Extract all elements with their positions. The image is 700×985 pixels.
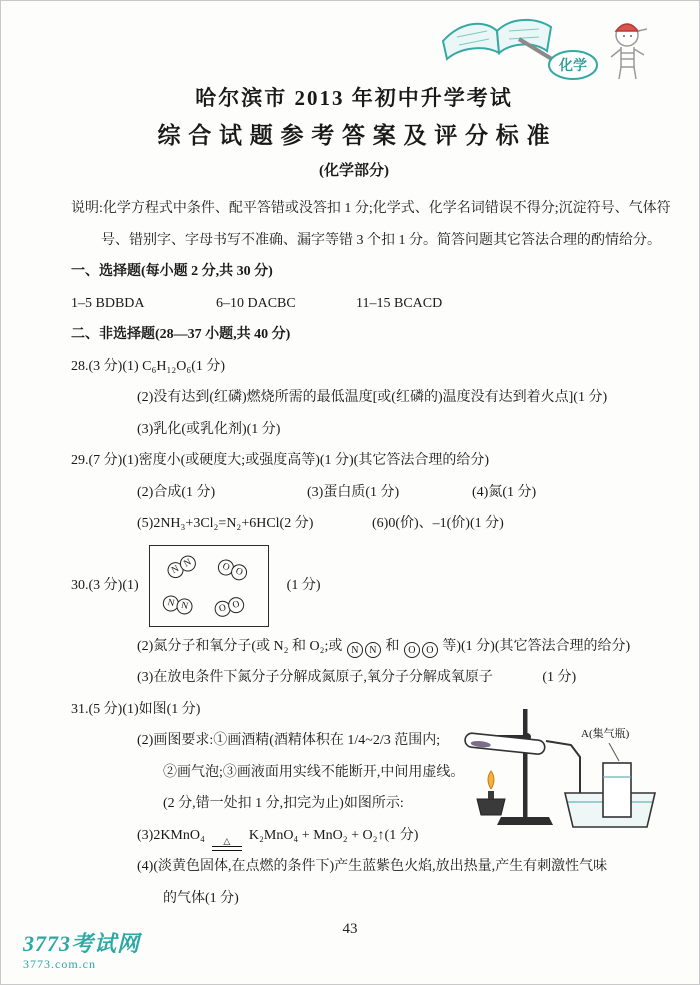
- q29-line1: 29.(7 分)(1)密度小(或硬度大;或强度高等)(1 分)(其它答法合理的给分): [71, 453, 490, 468]
- q29-answer2: (2)合成(1 分): [137, 484, 216, 500]
- gas-bottle-label: A(集气瓶): [581, 728, 630, 740]
- title-line2: 综 合 试 题 参 考 答 案 及 评 分 标 准: [157, 123, 551, 148]
- watermark-site-url: 3773.com.cn: [23, 957, 96, 971]
- q30-line2: [71, 631, 637, 663]
- q31-line1: 31.(5 分)(1)如图(1 分): [71, 701, 201, 717]
- chemistry-badge-label: 化学: [559, 59, 587, 74]
- q30-answer1: [71, 545, 637, 627]
- q30-line3: [71, 662, 637, 694]
- notes-line2: 号、错别字、字母书写不准确、漏字等错 3 个扣 1 分。简答问题其它答法合理的酌情给分。: [101, 232, 661, 248]
- q30-box-score: (1 分): [286, 577, 321, 593]
- q29-answer5: (5)2NH₃+3Cl₂=N₂+6HCl(2 分): [137, 516, 314, 531]
- heated-equals-icon: [212, 837, 242, 851]
- book-icon: [443, 20, 551, 59]
- notes-block: [71, 193, 671, 256]
- alcohol-lamp-icon: [477, 771, 505, 815]
- q31-line2: (2)画图要求:①画酒精(酒精体积在 1/4~2/3 范围内;: [137, 733, 441, 748]
- chemistry-badge: [549, 51, 597, 79]
- student-icon: [611, 24, 647, 79]
- q29-answer6: (6)0(价)、–1(价)(1 分): [372, 516, 504, 531]
- o2-molecule: [215, 554, 250, 582]
- test-tube-icon: [464, 733, 545, 755]
- q30-line3-score: (1 分): [542, 670, 577, 685]
- watermark-site-name: 3773考试网: [23, 931, 141, 956]
- q30-line2-pre: (2)氮分子和氧分子(或 N₂ 和 O₂;或: [137, 638, 343, 654]
- delivery-tube-icon: [546, 741, 580, 797]
- q31-equation-left: (3)2KMnO₄: [137, 827, 205, 843]
- q28-line1: 28.(3 分)(1) C₆H₁₂O₆(1 分): [71, 358, 226, 374]
- q31-line7: 的气体(1 分): [163, 890, 239, 906]
- q31-line6: (4)(淡黄色固体,在点燃的条件下)产生蓝紫色火焰,放出热量,产生有刺激性气味: [137, 859, 608, 874]
- section1-heading: 一、选择题(每小题 2 分,共 30 分): [71, 264, 273, 279]
- q29-answer4: (4)氮(1 分): [472, 484, 537, 500]
- watermark-3773: [23, 931, 140, 972]
- n-atom: N: [177, 552, 199, 574]
- n2-molecule: [161, 591, 194, 616]
- label-pointer-line: [609, 743, 619, 761]
- q28-line3: (3)乳化(或乳化剂)(1 分): [137, 421, 281, 437]
- o2-molecule: [212, 592, 246, 618]
- choice-answers-1-5: 1–5 BDBDA: [71, 295, 145, 311]
- circled-n-icon: N: [365, 642, 381, 658]
- notes-line1: 说明:化学方程式中条件、配平答错或没答扣 1 分;化学式、化学名词错误不得分;沉淀符号、气体符: [71, 201, 671, 216]
- q30-head: 30.(3 分)(1): [71, 577, 139, 593]
- header-art: [435, 5, 665, 85]
- title-line3: (化学部分): [319, 163, 389, 179]
- n-atom: N: [161, 594, 180, 613]
- q29-line2: [71, 477, 637, 509]
- n2-molecule: [163, 550, 198, 581]
- circled-n-icon: N: [347, 642, 363, 658]
- page-number: 43: [342, 921, 358, 937]
- q29-line3: [71, 508, 637, 540]
- q30-line2-post: 等)(1 分)(其它答法合理的给分): [442, 638, 631, 654]
- circled-o-icon: O: [422, 642, 438, 658]
- q31-line4: (2 分,错一处扣 1 分,扣完为止)如图所示:: [163, 796, 404, 811]
- n-atom: N: [164, 559, 186, 581]
- q29-answer3: (3)蛋白质(1 分): [307, 484, 400, 500]
- q30-line2-and: 和: [385, 638, 400, 654]
- n-atom: N: [175, 596, 194, 615]
- choice-answers: [71, 288, 637, 320]
- q31-line3: ②画气泡;③画液面用实线不能断开,中间用虚线。: [163, 764, 465, 780]
- circled-o-icon: O: [404, 642, 420, 658]
- title-line1: 哈尔滨市 2013 年初中升学考试: [195, 86, 513, 110]
- q31-equation-right: K₂MnO₄ + MnO₂ + O₂↑(1 分): [248, 827, 419, 843]
- o-atom: O: [226, 595, 246, 615]
- q28-line2: (2)没有达到(红磷)燃烧所需的最低温度[或(红磷的)温度没有达到着火点](1 分): [137, 390, 608, 405]
- section2-heading: 二、非选择题(28—37 小题,共 40 分): [71, 327, 291, 342]
- q30-line3-text: (3)在放电条件下氮分子分解成氮原子,氧分子分解成氧原子: [137, 670, 493, 685]
- o-atom: O: [228, 562, 249, 583]
- choice-answers-6-10: 6–10 DACBC: [216, 295, 296, 311]
- molecule-diagram: [149, 545, 269, 627]
- choice-answers-11-15: 11–15 BCACD: [356, 295, 443, 311]
- o-atom: O: [215, 557, 236, 578]
- delta-symbol: △: [223, 835, 231, 846]
- gas-bottle-icon: [603, 763, 631, 817]
- o-atom: O: [212, 598, 232, 618]
- apparatus-diagram: [453, 697, 668, 839]
